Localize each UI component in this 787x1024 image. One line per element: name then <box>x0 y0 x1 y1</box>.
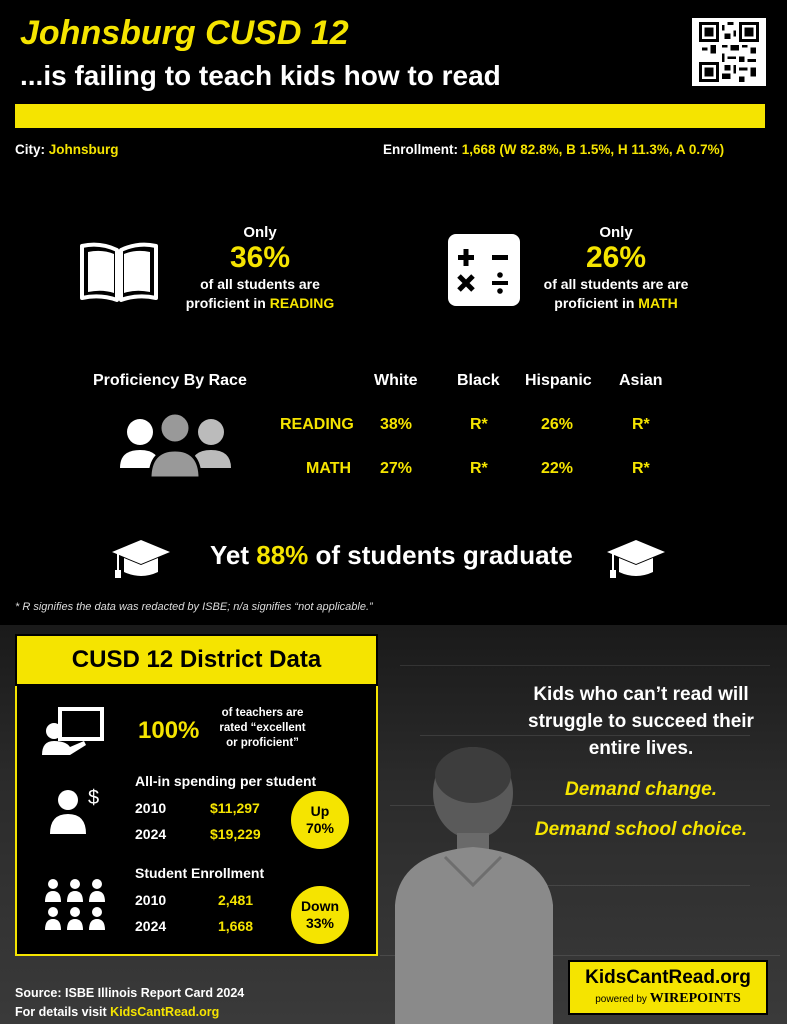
demand-change: Demand change. <box>564 779 718 800</box>
race-math-white: 27% <box>380 460 413 477</box>
race-reading-asian: R* <box>632 416 650 433</box>
powered-by: powered by WIREPOINTS <box>595 991 741 1006</box>
race-col-white: White <box>374 372 418 389</box>
spending-year-2024: 2024 <box>135 826 167 842</box>
enrollment-title: Student Enrollment <box>135 865 265 881</box>
math-desc-line2: proficient in MATH <box>554 295 678 311</box>
reading-desc-line2: proficient in READING <box>185 295 335 311</box>
race-col-asian: Asian <box>619 372 663 389</box>
svg-text:$: $ <box>88 787 100 809</box>
city-info <box>15 142 119 157</box>
source-line: Source: ISBE Illinois Report Card 2024 <box>15 986 245 1000</box>
enrollment-value: 1,668 (W 82.8%, B 1.5%, H 11.3%, A 0.7%) <box>461 142 725 157</box>
reading-percent: 36% <box>229 241 291 274</box>
teacher-board-icon <box>40 705 106 755</box>
race-row-reading-label: READING <box>280 416 354 433</box>
city-label: City: <box>15 142 45 157</box>
people-group-icon <box>118 410 233 480</box>
race-heading: Proficiency By Race <box>93 372 247 389</box>
spending-title: All-in spending per student <box>135 773 317 789</box>
city-value: Johnsburg <box>48 142 119 157</box>
race-reading-white: 38% <box>380 416 413 433</box>
race-math-hispanic: 22% <box>541 460 574 477</box>
spending-value-2024: $19,229 <box>210 826 261 842</box>
graduation-stat: Yet 88% of students graduate <box>210 540 573 570</box>
demand-school-choice: Demand school choice. <box>534 819 748 840</box>
district-title-tab <box>15 634 378 686</box>
enrollment-value-2024: 1,668 <box>218 918 254 934</box>
header-divider-bar <box>15 104 765 128</box>
message-block <box>510 681 772 843</box>
person-dollar-icon <box>48 782 104 834</box>
footnote: * R signifies the data was redacted by ISBE; n/a signifies “not applicable.” <box>15 601 373 613</box>
enrollment-info <box>383 142 724 157</box>
race-math-black: R* <box>470 460 488 477</box>
teachers-percent: 100% <box>138 717 200 744</box>
reading-only-label: Only <box>243 224 277 241</box>
race-math-asian: R* <box>632 460 650 477</box>
reading-desc-line1: of all students are <box>200 276 320 292</box>
brand-logo[interactable] <box>568 960 768 1015</box>
source-note <box>15 984 244 1022</box>
race-reading-hispanic: 26% <box>541 416 574 433</box>
district-title: CUSD 12 District Data <box>71 646 322 673</box>
enrollment-year-2010: 2010 <box>135 892 167 908</box>
spending-year-2010: 2010 <box>135 800 167 816</box>
book-icon <box>78 238 160 304</box>
spending-value-2010: $11,297 <box>210 800 260 816</box>
details-line: For details visit KidsCantRead.org <box>15 1005 220 1019</box>
graduation-cap-icon <box>605 538 667 582</box>
message-line2: struggle to succeed their <box>528 711 754 732</box>
enrollment-change-badge: Down 33% <box>291 886 349 944</box>
message-line1: Kids who can’t read will <box>533 684 749 705</box>
math-stat <box>526 224 706 313</box>
message-line3: entire lives. <box>588 738 694 759</box>
brand-name: KidsCantRead.org <box>585 967 751 988</box>
enrollment-label: Enrollment: <box>383 142 459 157</box>
math-only-label: Only <box>599 224 633 241</box>
student-group-icon <box>42 878 108 932</box>
race-col-black: Black <box>457 372 500 389</box>
math-percent: 26% <box>585 241 647 274</box>
calculator-icon <box>448 234 520 306</box>
page-title: Johnsburg CUSD 12 <box>20 14 349 52</box>
qr-code-icon[interactable] <box>692 18 766 86</box>
race-col-hispanic: Hispanic <box>525 372 592 389</box>
math-desc-line1: of all students are are <box>543 276 689 292</box>
teachers-desc: of teachers are rated “excellent or proficient” <box>219 707 306 749</box>
enrollment-value-2010: 2,481 <box>218 892 254 908</box>
reading-stat <box>170 224 350 313</box>
race-reading-black: R* <box>470 416 488 433</box>
details-link[interactable]: KidsCantRead.org <box>110 1005 220 1019</box>
graduation-cap-icon <box>110 538 172 582</box>
enrollment-year-2024: 2024 <box>135 918 167 934</box>
spending-change-badge: Up 70% <box>291 791 349 849</box>
page-subtitle: ...is failing to teach kids how to read <box>20 60 501 91</box>
race-row-math-label: MATH <box>306 460 352 477</box>
